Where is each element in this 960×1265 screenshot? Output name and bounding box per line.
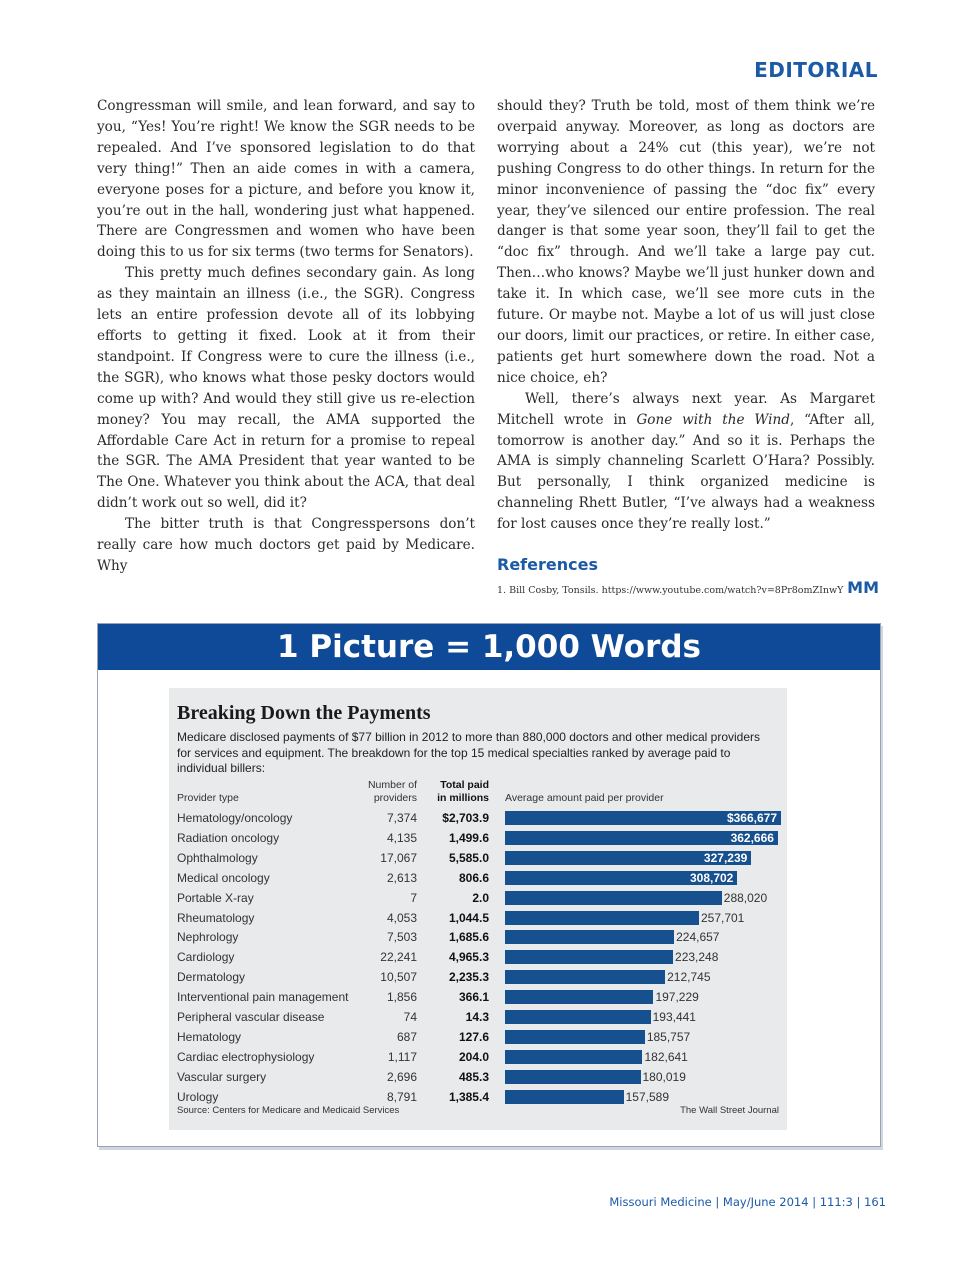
header-number-of-providers (359, 779, 417, 804)
bar-value-label: 223,248 (675, 950, 719, 965)
row-total-paid: 485.3 (458, 1069, 489, 1084)
chart-source: Source: Centers for Medicare and Medicaid Services (177, 1105, 400, 1116)
row-number-of-providers: 4,053 (386, 910, 417, 925)
chart-subtitle: Medicare disclosed payments of $77 billion in 2012 to more than 880,000 doctors and other medical providers for services and equipment. The breakdown for the top 15 medical specialties ranked by average paid to individual billers: (177, 730, 761, 775)
row-provider-type: Cardiac electrophysiology (177, 1049, 315, 1064)
row-number-of-providers: 22,241 (380, 950, 417, 965)
bar (505, 950, 673, 964)
row-number-of-providers: 4,135 (386, 830, 417, 845)
row-number-of-providers: 687 (396, 1029, 417, 1044)
header-total-paid (431, 779, 489, 804)
row-provider-type: Portable X-ray (177, 890, 254, 905)
bar-value-label: 185,757 (646, 1029, 691, 1044)
row-number-of-providers: 7 (410, 890, 417, 905)
row-total-paid: 2.0 (472, 890, 489, 905)
figure-banner: 1 Picture = 1,000 Words (98, 624, 880, 670)
row-provider-type: Radiation oncology (177, 830, 280, 845)
bar (505, 891, 722, 905)
bar-value-label: 197,229 (655, 990, 699, 1005)
header-line: in millions (437, 791, 489, 804)
row-provider-type: Rheumatology (177, 910, 255, 925)
book-title: Gone with the Wind (636, 411, 790, 428)
row-total-paid: 14.3 (465, 1010, 489, 1024)
row-total-paid: 366.1 (458, 990, 489, 1005)
header-line: providers (373, 791, 417, 804)
row-total-paid: 4,965.3 (448, 950, 489, 965)
row-total-paid: 2,235.3 (448, 970, 489, 985)
paragraph: This pretty much defines secondary gain. As long as they maintain an illness (i.e., the SGR). Congress lets an entire profession devote all of its lobbying efforts to getting it fixed. Look at it from their standpoint. If Congress were to cure the illness (i.e., the SGR), who knows what those pesky doctors would come up with? And would they still give us re-election money? You may recall, the AMA supported the Affordable Care Act in return for a promise to repeal the SGR. The AMA President that year wanted to be The One. Whatever you think about the ACA, that deal didn’t work out so well, did it? (97, 265, 475, 512)
reference-item (497, 578, 879, 602)
row-number-of-providers: 1,117 (387, 1049, 417, 1064)
row-number-of-providers: 2,696 (386, 1069, 417, 1084)
row-total-paid: $2,703.9 (442, 811, 489, 825)
bar (505, 1050, 642, 1064)
row-total-paid: 1,385.4 (448, 1089, 489, 1104)
bar-value-label: 362,666 (730, 830, 774, 845)
bar (505, 990, 653, 1004)
row-number-of-providers: 1,856 (386, 990, 417, 1005)
bar-value-label: 212,745 (667, 970, 711, 985)
header-provider-type: Provider type (177, 792, 239, 804)
bar (505, 930, 674, 944)
header-line: Number of (367, 779, 417, 791)
end-mark-logo: MM (847, 577, 879, 597)
bar (505, 1090, 624, 1104)
bar (505, 911, 699, 925)
row-provider-type: Ophthalmology (177, 850, 258, 865)
bar-value-label: 157,589 (625, 1089, 669, 1104)
row-provider-type: Interventional pain management (177, 990, 349, 1005)
row-provider-type: Medical oncology (177, 870, 270, 885)
figure-box (97, 623, 881, 1147)
paragraph-text: , “After all, tomorrow is another day.” And so it is. Perhaps the AMA is simply channeling Scarlett O’Hara? Possibly. But personally, I think organized medicine is channeling Rhett Butler, “I’ve always had a weakness for lost causes once they’re really lost.” (497, 411, 875, 533)
row-provider-type: Nephrology (177, 930, 239, 945)
row-number-of-providers: 7,503 (386, 930, 417, 945)
bar-value-label: 193,441 (652, 1010, 696, 1024)
paragraph-text: Well, there’s always next year. As Margaret Mitchell wrote in (497, 390, 875, 428)
bar-value-label: 257,701 (700, 910, 745, 925)
reference-text: 1. Bill Cosby, Tonsils. https://www.youtube.com/watch?v=8Pr8omZInwY (497, 584, 844, 596)
bar-value-label: 180,019 (642, 1069, 686, 1084)
references-heading: References (497, 555, 598, 575)
row-total-paid: 1,499.6 (448, 830, 489, 845)
bar (505, 1070, 641, 1084)
row-total-paid: 5,585.0 (448, 850, 489, 865)
paragraph (497, 389, 875, 535)
row-provider-type: Urology (177, 1089, 219, 1104)
paragraph: should they? Truth be told, most of them think we’re overpaid anyway. Moreover, as long as doctors are worrying about a 24% cut (this year), we’re not pushing Congress to do other things. In return for the minor inconvenience of passing the “doc fix” every year, they’ve silenced our entire profession. The real danger is that some year soon, they’ll fail to get the “doc fix” through. And we’ll take a large pay cut. Then…who knows? Maybe we’ll just hunker down and take it. In which case, we’ll see more cuts in the future. Or maybe not. Maybe a lot of us will just close our doors, limit our practices, or retire. In either case, patients get hurt somewhere down the road. Not a nice choice, eh? (497, 98, 875, 386)
chart-title: Breaking Down the Payments (177, 702, 431, 724)
row-total-paid: 204.0 (458, 1049, 489, 1064)
paragraph: The bitter truth is that Congresspersons don’t really care how much doctors get paid by Medicare. Why (97, 516, 475, 574)
bar (505, 970, 665, 984)
header-line: Total paid (440, 779, 489, 791)
row-provider-type: Cardiology (177, 950, 235, 965)
row-provider-type: Peripheral vascular disease (177, 1010, 325, 1024)
section-label: EDITORIAL (754, 58, 878, 82)
bar-value-label: 182,641 (644, 1049, 688, 1064)
row-total-paid: 1,685.6 (448, 930, 489, 945)
row-total-paid: 806.6 (458, 870, 489, 885)
row-total-paid: 1,044.5 (448, 910, 489, 925)
bar (505, 1030, 645, 1044)
bar-value-label: $366,677 (726, 811, 777, 825)
bar-value-label: 308,702 (689, 870, 734, 885)
chart-credit: The Wall Street Journal (680, 1105, 779, 1116)
row-number-of-providers: 10,507 (380, 970, 417, 985)
right-column (497, 96, 879, 602)
row-provider-type: Hematology (177, 1029, 242, 1044)
page-footer: Missouri Medicine | May/June 2014 | 111:3 | 161 (609, 1195, 886, 1209)
row-provider-type: Dermatology (177, 970, 246, 985)
left-column (97, 96, 475, 577)
bar-value-label: 224,657 (676, 930, 720, 945)
row-total-paid: 127.6 (458, 1029, 489, 1044)
chart-panel (169, 688, 787, 1130)
row-number-of-providers: 2,613 (386, 870, 417, 885)
row-number-of-providers: 74 (403, 1010, 417, 1024)
row-number-of-providers: 17,067 (380, 850, 417, 865)
bar-value-label: 327,239 (703, 850, 748, 865)
row-provider-type: Hematology/oncology (177, 811, 293, 825)
bar (505, 1010, 651, 1024)
row-number-of-providers: 7,374 (386, 811, 417, 825)
header-average-amount: Average amount paid per provider (505, 792, 664, 804)
bar-value-label: 288,020 (723, 890, 768, 905)
paragraph: Congressman will smile, and lean forward, and say to you, “Yes! You’re right! We know the SGR needs to be repealed. And I’ve sponsored legislation to do that very thing!” Then an aide comes in with a camera, everyone poses for a picture, and before you know it, you’re out in the hall, wondering just what happened. There are Congressmen and women who have been doing this to us for six terms (two terms for Senators). (97, 98, 475, 261)
row-number-of-providers: 8,791 (386, 1089, 417, 1104)
row-provider-type: Vascular surgery (177, 1069, 267, 1084)
